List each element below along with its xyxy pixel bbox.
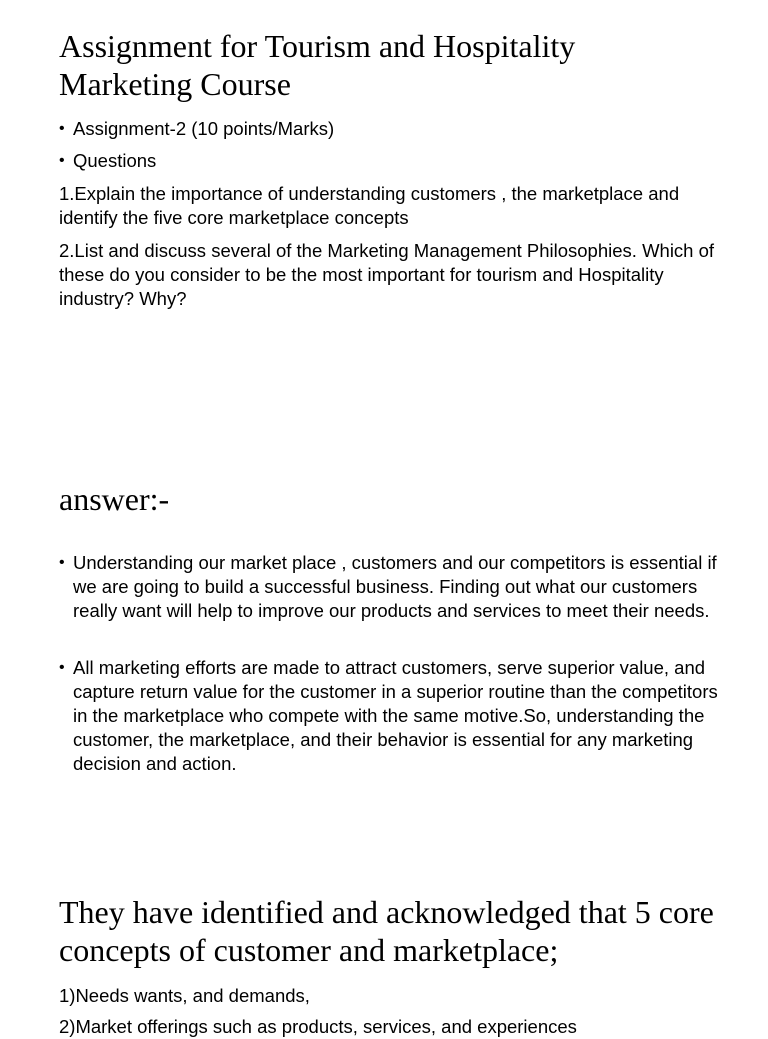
bullet-text: Assignment-2 (10 points/Marks) — [73, 118, 335, 139]
bullet-text: All marketing efforts are made to attract customers, serve superior value, and capture return value for the customer in a superior routine than the competitors in the marketplace who compete with the same motive.So, understanding the customer, the marketplace, and their behavior is essential for any marketing decision and action. — [73, 657, 718, 774]
list-item: 1)Needs wants, and demands, — [59, 985, 310, 1006]
bullet-text: Understanding our market place , customers and our competitors is essential if we are going to build a successful business. Finding out what our customers really want will help to improve our products and services to meet their needs. — [73, 552, 717, 621]
question-2: 2.List and discuss several of the Marketing Management Philosophies. Which of these do you consider to be the most important for tourism and Hospitality industry? Why? — [59, 240, 715, 309]
list-item: 2)Market offerings such as products, services, and experiences — [59, 1016, 577, 1037]
bullet-icon: • — [59, 554, 65, 571]
slide-title: Assignment for Tourism and Hospitality Marketing Course — [59, 28, 576, 102]
bullet-icon: • — [59, 659, 65, 676]
slide-title: answer:- — [59, 481, 170, 517]
slide-title: They have identified and acknowledged that 5 core concepts of customer and marketplace; — [59, 894, 714, 968]
bullet-text: Questions — [73, 150, 157, 171]
bullet-icon: • — [59, 120, 65, 137]
question-1: 1.Explain the importance of understanding customers , the marketplace and identify the five core marketplace concepts — [59, 183, 680, 228]
bullet-icon: • — [59, 152, 65, 169]
